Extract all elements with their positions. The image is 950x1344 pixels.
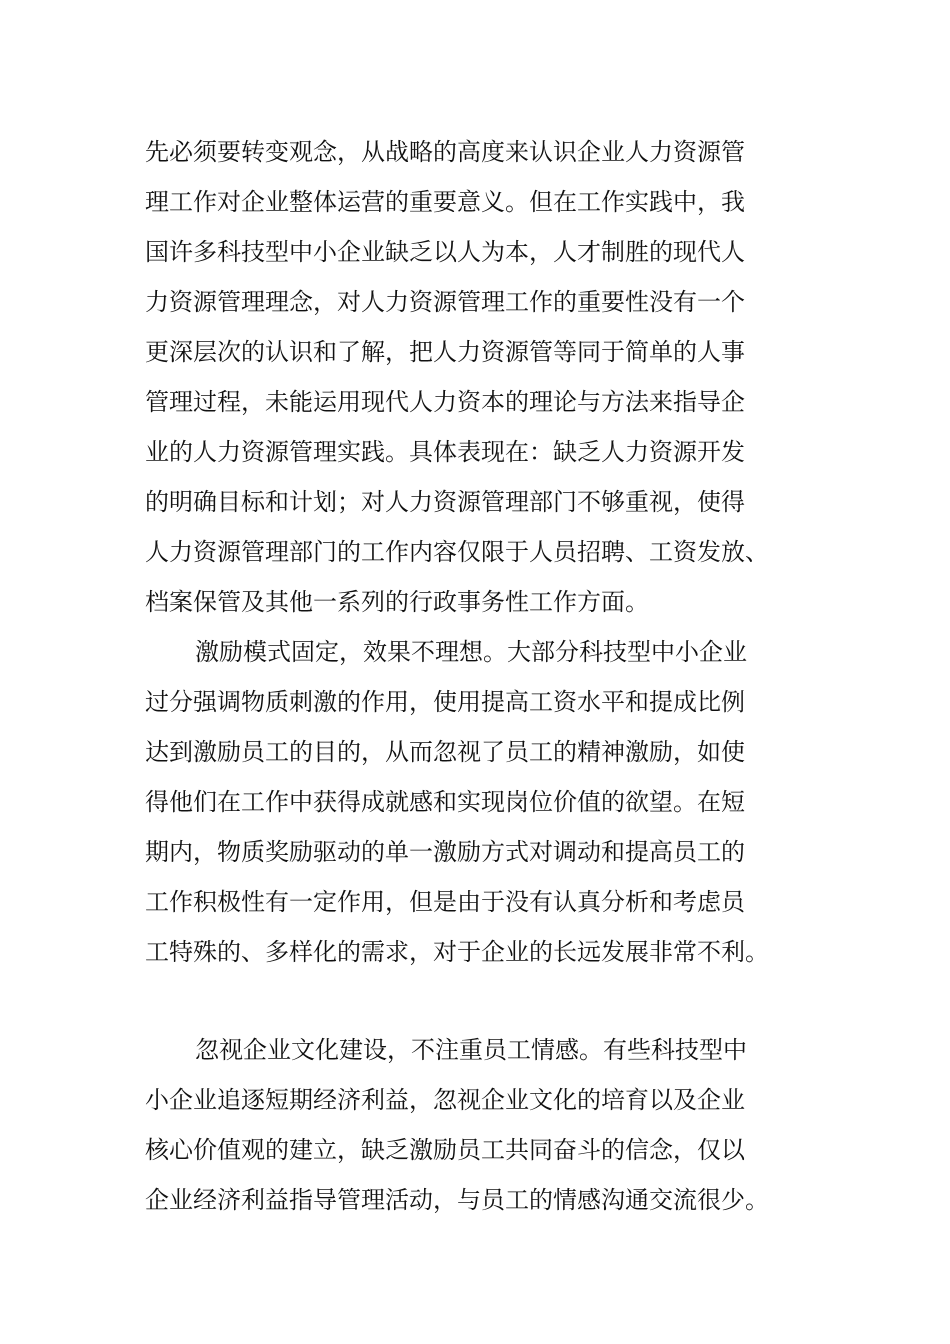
- text-line: 工作积极性有一定作用，但是由于没有认真分析和考虑员: [145, 888, 745, 916]
- text-line: 力资源管理理念，对人力资源管理工作的重要性没有一个: [145, 288, 745, 316]
- text-line: 过分强调物质刺激的作用，使用提高工资水平和提成比例: [145, 688, 745, 716]
- text-line: 更深层次的认识和了解，把人力资源管等同于简单的人事: [145, 338, 745, 366]
- text-line: 期内，物质奖励驱动的单一激励方式对调动和提高员工的: [145, 838, 745, 866]
- text-line: 忽视企业文化建设，不注重员工情感。有些科技型中: [195, 1036, 747, 1064]
- text-line: 业的人力资源管理实践。具体表现在：缺乏人力资源开发: [145, 438, 745, 466]
- text-line: 人力资源管理部门的工作内容仅限于人员招聘、工资发放、: [145, 538, 769, 566]
- text-line: 小企业追逐短期经济利益，忽视企业文化的培育以及企业: [145, 1086, 745, 1114]
- text-line: 企业经济利益指导管理活动，与员工的情感沟通交流很少。: [145, 1186, 769, 1214]
- text-line: 工特殊的、多样化的需求，对于企业的长远发展非常不利。: [145, 938, 769, 966]
- text-line: 先必须要转变观念，从战略的高度来认识企业人力资源管: [145, 138, 745, 166]
- text-line: 理工作对企业整体运营的重要意义。但在工作实践中，我: [145, 188, 745, 216]
- text-line: 国许多科技型中小企业缺乏以人为本，人才制胜的现代人: [145, 238, 745, 266]
- text-line: 核心价值观的建立，缺乏激励员工共同奋斗的信念，仅以: [145, 1136, 745, 1164]
- text-line: 的明确目标和计划；对人力资源管理部门不够重视，使得: [145, 488, 745, 516]
- text-line: 管理过程，未能运用现代人力资本的理论与方法来指导企: [145, 388, 745, 416]
- text-line: 档案保管及其他一系列的行政事务性工作方面。: [145, 588, 649, 616]
- text-line: 得他们在工作中获得成就感和实现岗位价值的欲望。在短: [145, 788, 745, 816]
- text-line: 达到激励员工的目的，从而忽视了员工的精神激励，如使: [145, 738, 745, 766]
- text-line: 激励模式固定，效果不理想。大部分科技型中小企业: [195, 638, 747, 666]
